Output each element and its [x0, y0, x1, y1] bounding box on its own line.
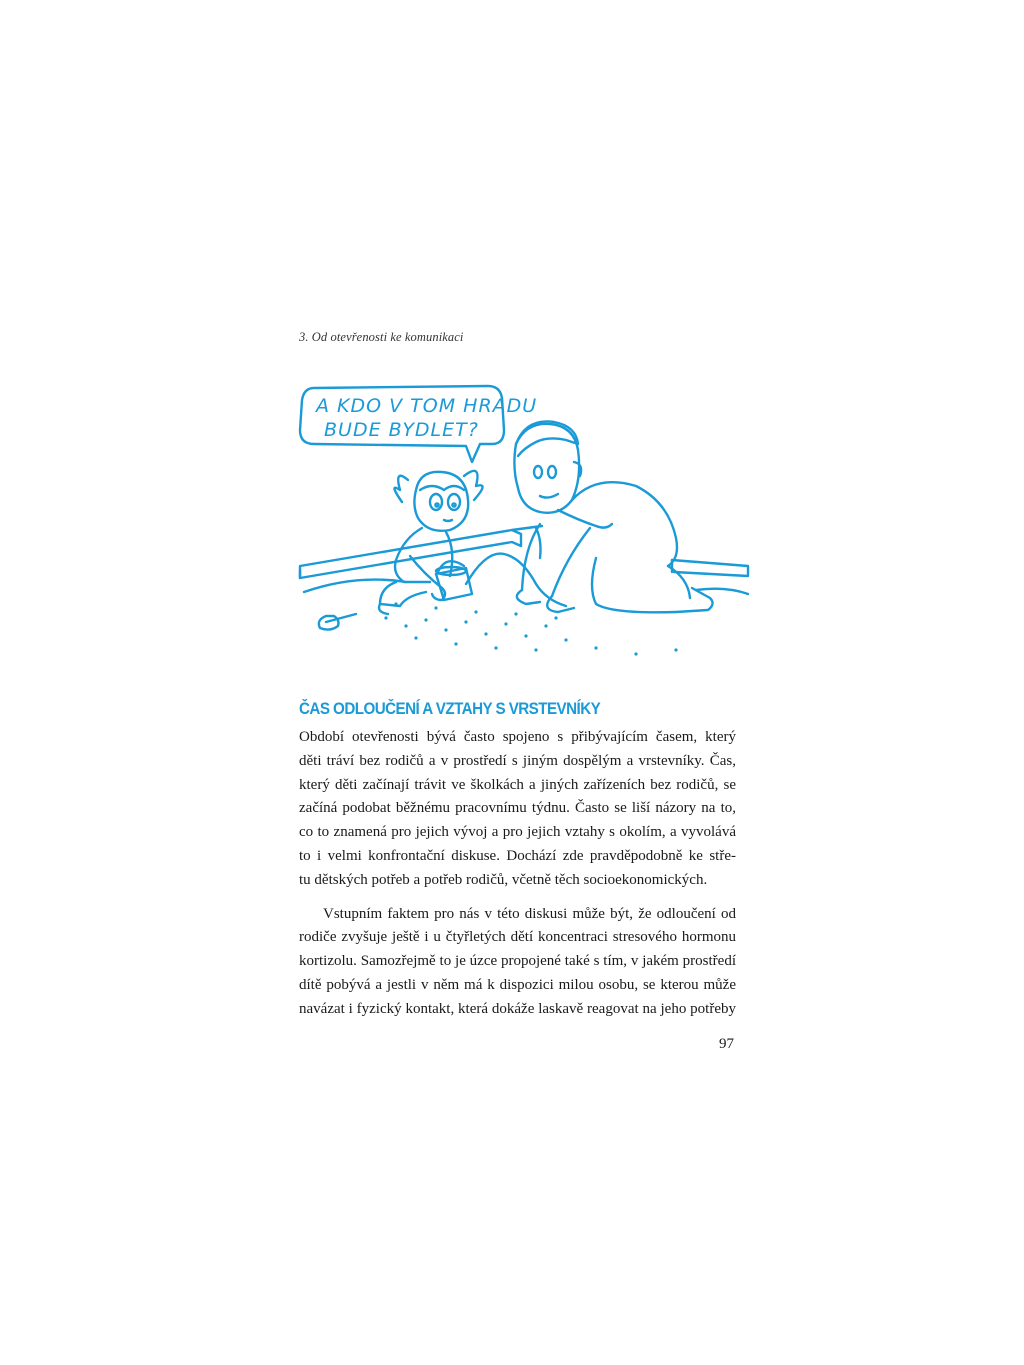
paragraph-2-line: dítě pobývá a jestli v něm má k dispozici milou osobu, se kterou může — [299, 976, 736, 993]
page-number: 97 — [719, 1036, 734, 1052]
paragraph-1-line: který děti začínají trávit ve školkách a jiných zařízeních bez rodičů, se — [299, 776, 736, 793]
sandbox-illustration — [296, 378, 752, 668]
speech-bubble-line-2: BUDE BYDLET? — [324, 419, 479, 441]
bucket — [436, 561, 472, 600]
paragraph-gap — [299, 893, 736, 903]
running-header: 3. Od otevřenosti ke komunikaci — [299, 330, 464, 344]
paragraph-1-line: co to znamená pro jejich vývoj a pro jejich vztahy s okolím, a vyvolává — [299, 824, 736, 841]
girl-figure — [379, 471, 483, 614]
paragraph-1-line: děti tráví bez rodičů a v prostředí s jiným dospělým a vrstevníky. Čas, — [299, 752, 736, 769]
sandbox-frame — [300, 526, 748, 594]
speech-bubble-line-1: A KDO V TOM HRADU — [316, 395, 538, 417]
paragraph-1-line: začíná podobat běžnému pracovnímu týdnu. Často se liší názory na to, — [299, 800, 736, 817]
paragraph-2-line: Vstupním faktem pro nás v této diskusi může být, že odloučení od — [323, 905, 736, 922]
section-heading: ČAS ODLOUČENÍ A VZTAHY S VRSTEVNÍKY — [299, 700, 601, 718]
paragraph-2-line: kortizolu. Samozřejmě to je úzce propojené také s tím, v jakém prostředí — [299, 953, 736, 970]
father-figure — [514, 421, 712, 612]
body-text — [299, 726, 736, 1022]
paragraph-1-line: tu dětských potřeb a potřeb rodičů, včetně těch socioekonomických. — [299, 871, 708, 888]
paragraph-1-line: to i velmi konfrontační diskuse. Dochází zde pravděpodobně ke stře- — [299, 847, 736, 864]
paragraph-2-line: rodiče zvyšuje ještě i u čtyřletých dětí koncentraci stresového hormonu — [299, 929, 736, 946]
speech-bubble — [300, 386, 537, 462]
paragraph-2-line: navázat i fyzický kontakt, která dokáže laskavě reagovat na jeho potřeby — [299, 1000, 736, 1017]
paragraph-1-line: Období otevřenosti bývá často spojeno s přibývajícím časem, který — [299, 729, 736, 745]
shovel — [319, 614, 356, 630]
